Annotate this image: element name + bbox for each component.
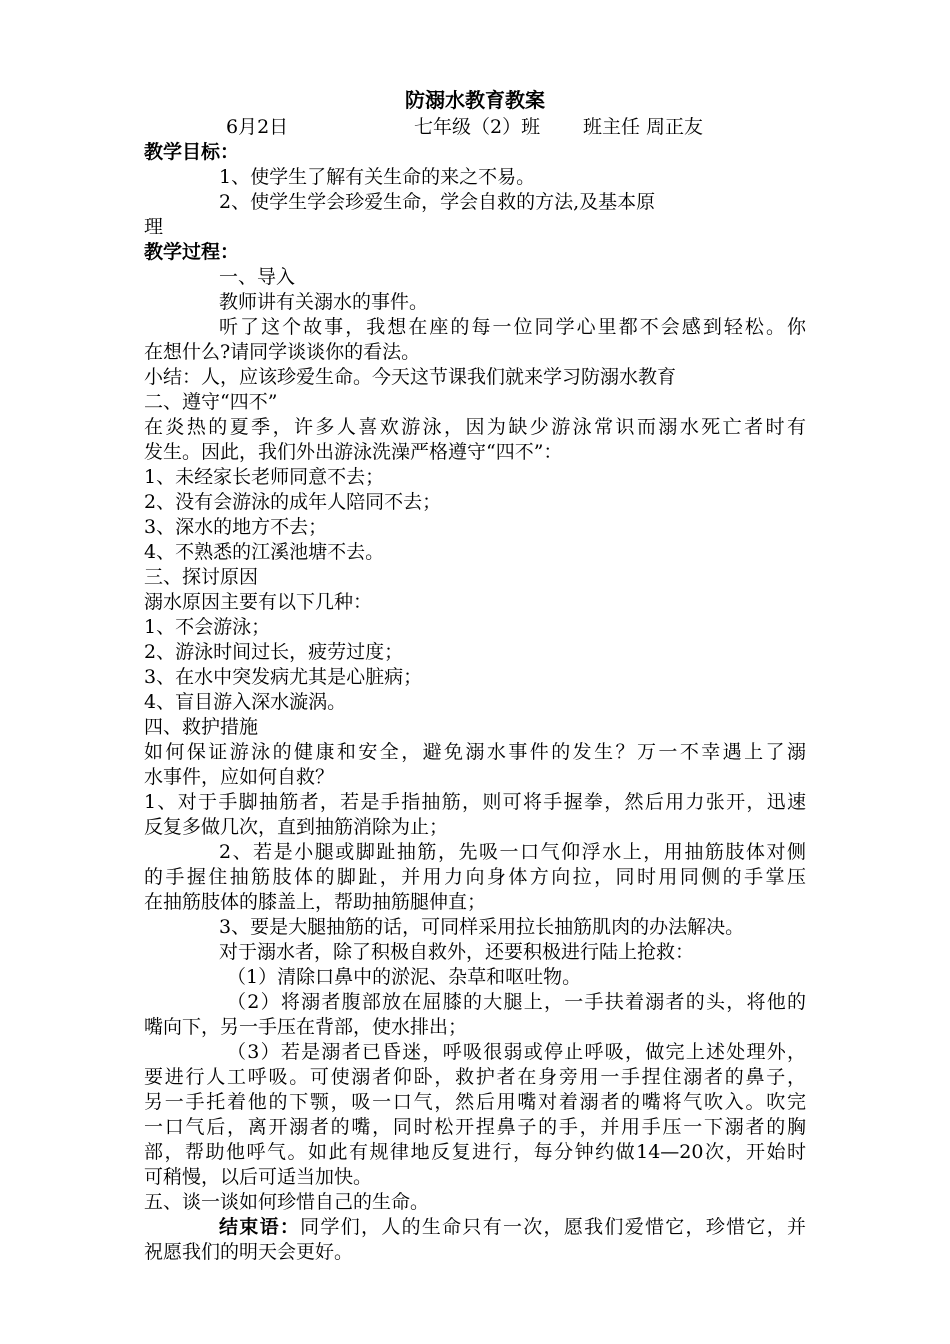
meta-date: 6月2日 xyxy=(226,116,289,138)
meta-teacher: 班主任 周正友 xyxy=(583,116,704,138)
body-line: 1、对于手脚抽筋者，若是手指抽筋，则可将手握拳，然后用力张开，迅速 xyxy=(144,791,806,813)
body-line: 水事件，应如何自救？ xyxy=(144,766,335,788)
conclusion-continuation: 祝愿我们的明天会更好。 xyxy=(144,1241,354,1263)
conclusion-label: 结束语： xyxy=(219,1216,301,1238)
list-item: 2、游泳时间过长，疲劳过度； xyxy=(144,641,404,663)
body-line: 反复多做几次，直到抽筋消除为止； xyxy=(144,816,449,838)
conclusion-text: 同学们，人的生命只有一次，愿我们爱惜它，珍惜它，并 xyxy=(300,1216,806,1238)
body-line: （2）将溺者腹部放在屈膝的大腿上，一手扶着溺者的头，将他的 xyxy=(227,991,806,1013)
body-line: 在炎热的夏季，许多人喜欢游泳，因为缺少游泳常识而溺水死亡者时有 xyxy=(144,416,806,438)
body-line: （1）清除口鼻中的淤泥、杂草和呕吐物。 xyxy=(227,966,582,988)
body-line: 的手握住抽筋肢体的脚趾，并用力向身体方向拉，同时用同侧的手掌压 xyxy=(144,866,806,888)
document-title: 防溺水教育教案 xyxy=(405,88,545,112)
body-line: 如何保证游泳的健康和安全，避免溺水事件的发生？万一不幸遇上了溺 xyxy=(144,741,806,763)
meta-class: 七年级（2）班 xyxy=(414,116,541,138)
body-line: （3）若是溺者已昏迷，呼吸很弱或停止呼吸，做完上述处理外， xyxy=(227,1041,806,1063)
body-line: 另一手托着他的下颚，吸一口气，然后用嘴对着溺者的嘴将气吹入。吹完 xyxy=(144,1091,806,1113)
body-line: 小结：人，应该珍爱生命。今天这节课我们就来学习防溺水教育 xyxy=(144,366,677,388)
body-line: 2、若是小腿或脚趾抽筋，先吸一口气仰浮水上，用抽筋肢体对侧 xyxy=(219,841,806,863)
body-line: 一、导入 xyxy=(219,266,296,288)
section-heading: 二、遵守“四不” xyxy=(144,391,278,413)
goal-line: 1、使学生了解有关生命的来之不易。 xyxy=(219,166,536,188)
body-line: 教师讲有关溺水的事件。 xyxy=(219,291,429,313)
body-line: 3、要是大腿抽筋的话，可同样采用拉长抽筋肌肉的办法解决。 xyxy=(219,916,745,938)
body-line: 对于溺水者，除了积极自救外，还要积极进行陆上抢救： xyxy=(219,941,695,963)
body-line: 发生。因此，我们外出游泳洗澡严格遵守“四不”： xyxy=(144,441,563,463)
goals-heading: 教学目标： xyxy=(144,141,240,163)
list-item: 1、不会游泳； xyxy=(144,616,271,638)
list-item: 2、没有会游泳的成年人陪同不去； xyxy=(144,491,442,513)
section-heading: 三、探讨原因 xyxy=(144,566,259,588)
process-heading: 教学过程： xyxy=(144,241,240,263)
body-line: 一口气后，离开溺者的嘴，同时松开捏鼻子的手，并用手压一下溺者的胸 xyxy=(144,1116,806,1138)
goal-line: 理 xyxy=(144,216,164,238)
list-item: 4、不熟悉的江溪池塘不去。 xyxy=(144,541,385,563)
body-line: 溺水原因主要有以下几种： xyxy=(144,591,373,613)
list-item: 1、未经家长老师同意不去； xyxy=(144,466,385,488)
body-line: 可稍慢，以后可适当加快。 xyxy=(144,1166,373,1188)
body-line: 嘴向下，另一手压在背部，使水排出； xyxy=(144,1016,468,1038)
list-item: 4、盲目游入深水漩涡。 xyxy=(144,691,347,713)
body-line: 在抽筋肢体的膝盖上，帮助抽筋腿伸直； xyxy=(144,891,487,913)
goal-line: 2、使学生学会珍爱生命，学会自救的方法,及基本原 xyxy=(219,191,656,213)
section-heading: 五、谈一谈如何珍惜自己的生命。 xyxy=(144,1191,430,1213)
body-line: 要进行人工呼吸。可使溺者仰卧，救护者在身旁用一手捏住溺者的鼻子， xyxy=(144,1066,806,1088)
list-item: 3、深水的地方不去； xyxy=(144,516,328,538)
section-heading: 四、救护措施 xyxy=(144,716,259,738)
body-line: 在想什么?请同学谈谈你的看法。 xyxy=(144,341,421,363)
body-line: 听了这个故事，我想在座的每一位同学心里都不会感到轻松。你 xyxy=(219,316,806,338)
body-line: 部，帮助他呼气。如此有规律地反复进行，每分钟约做14—20次，开始时 xyxy=(144,1141,806,1163)
conclusion-line xyxy=(219,1215,806,1239)
list-item: 3、在水中突发病尤其是心脏病； xyxy=(144,666,423,688)
